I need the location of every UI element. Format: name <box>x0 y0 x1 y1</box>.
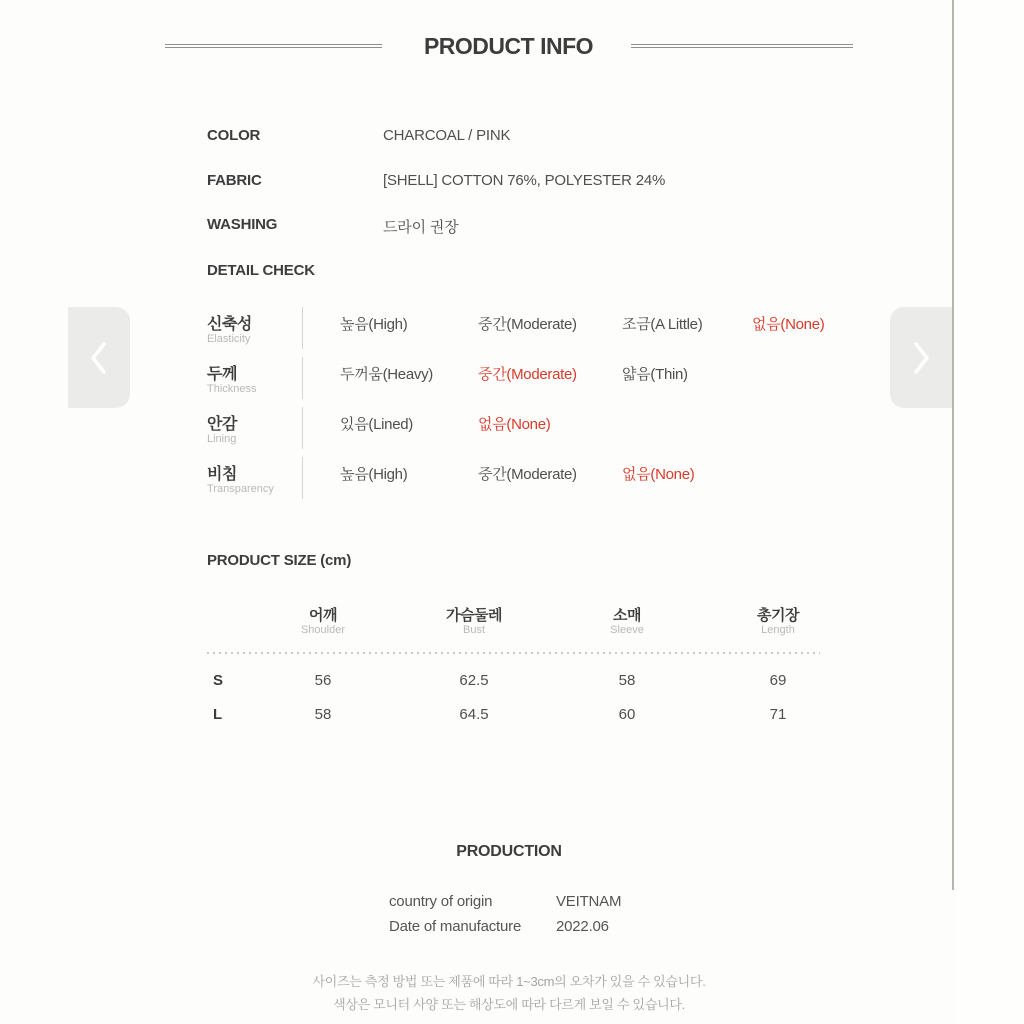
info-row-color <box>207 127 857 147</box>
detail-check-heading: DETAIL CHECK <box>207 262 315 279</box>
detail-row-transparency <box>207 453 867 503</box>
product-size-heading: PRODUCT SIZE (cm) <box>207 552 352 569</box>
detail-divider <box>302 307 303 349</box>
size-table-divider <box>207 652 820 654</box>
info-value: [SHELL] COTTON 76%, POLYESTER 24% <box>383 172 666 189</box>
detail-option: 얇음(Thin) <box>622 366 688 383</box>
size-cell: 71 <box>769 706 787 723</box>
size-column-en: Sleeve <box>610 624 644 636</box>
production-row-date <box>389 918 789 943</box>
size-table <box>207 597 820 732</box>
size-column-ko: 총기장 <box>757 607 799 624</box>
size-cell: 60 <box>618 706 636 723</box>
info-row-washing <box>207 216 857 236</box>
detail-label-ko: 비침 <box>207 466 237 483</box>
detail-option-selected: 없음(None) <box>478 416 551 433</box>
size-cell: 64.5 <box>459 706 489 723</box>
detail-option: 조금(A Little) <box>622 316 703 333</box>
size-cell: 56 <box>314 672 332 689</box>
size-cell: 58 <box>314 706 332 723</box>
detail-row-lining <box>207 403 867 453</box>
size-cell: 58 <box>618 672 636 689</box>
detail-label-en: Elasticity <box>207 333 251 345</box>
detail-divider <box>302 407 303 449</box>
production-row-origin <box>389 893 789 918</box>
info-label: WASHING <box>207 216 278 233</box>
size-column-ko: 소매 <box>613 607 641 624</box>
carousel-prev-button[interactable] <box>68 307 130 408</box>
detail-label-ko: 안감 <box>207 416 237 433</box>
carousel-next-button[interactable] <box>890 307 952 408</box>
footer-disclaimer <box>0 970 1018 1016</box>
production-heading: PRODUCTION <box>456 843 562 860</box>
size-column-en: Shoulder <box>300 624 346 636</box>
title-rule-left <box>165 44 382 48</box>
detail-option: 중간(Moderate) <box>478 466 577 483</box>
size-cell: 69 <box>769 672 787 689</box>
detail-divider <box>302 457 303 499</box>
detail-option-selected: 중간(Moderate) <box>478 366 577 383</box>
detail-option-selected: 없음(None) <box>622 466 695 483</box>
info-label: COLOR <box>207 127 261 144</box>
size-column-ko: 어깨 <box>309 607 337 624</box>
detail-row-elasticity <box>207 303 867 353</box>
detail-option: 높음(High) <box>340 466 408 483</box>
footer-line: 사이즈는 측정 방법 또는 제품에 따라 1~3cm의 오차가 있을 수 있습니다. <box>312 974 706 989</box>
size-cell: 62.5 <box>459 672 489 689</box>
size-column-en: Bust <box>462 624 485 636</box>
page-title: PRODUCT INFO <box>423 32 594 59</box>
detail-label-ko: 두께 <box>207 366 237 383</box>
chevron-left-icon <box>85 337 113 379</box>
detail-label-en: Lining <box>207 433 237 445</box>
footer-line: 색상은 모니터 사양 또는 해상도에 따라 다르게 보일 수 있습니다. <box>333 997 685 1012</box>
title-row <box>0 32 1018 60</box>
info-row-fabric <box>207 172 857 192</box>
detail-label-en: Transparency <box>207 483 274 495</box>
detail-option: 있음(Lined) <box>340 416 413 433</box>
production-label: Date of manufacture <box>389 918 522 935</box>
size-column-en: Length <box>761 624 795 636</box>
detail-divider <box>302 357 303 399</box>
production-rows <box>389 893 789 943</box>
detail-option: 두꺼움(Heavy) <box>340 366 433 383</box>
info-value: 드라이 권장 <box>383 219 459 236</box>
production-label: country of origin <box>389 893 493 910</box>
size-row-label: L <box>213 706 223 723</box>
size-row-label: S <box>213 672 224 689</box>
size-column-ko: 가슴둘레 <box>446 607 502 624</box>
info-label: FABRIC <box>207 172 262 189</box>
production-value: 2022.06 <box>556 918 609 935</box>
detail-option: 높음(High) <box>340 316 408 333</box>
title-rule-right <box>631 44 853 48</box>
detail-option-selected: 없음(None) <box>752 316 825 333</box>
detail-option: 중간(Moderate) <box>478 316 577 333</box>
detail-label-ko: 신축성 <box>207 316 252 333</box>
detail-label-en: Thickness <box>207 383 257 395</box>
chevron-right-icon <box>907 337 935 379</box>
production-value: VEITNAM <box>556 893 622 910</box>
detail-row-thickness <box>207 353 867 403</box>
right-margin-strip <box>954 0 1024 1024</box>
page-edge-line <box>952 0 954 890</box>
info-value: CHARCOAL / PINK <box>383 127 511 144</box>
